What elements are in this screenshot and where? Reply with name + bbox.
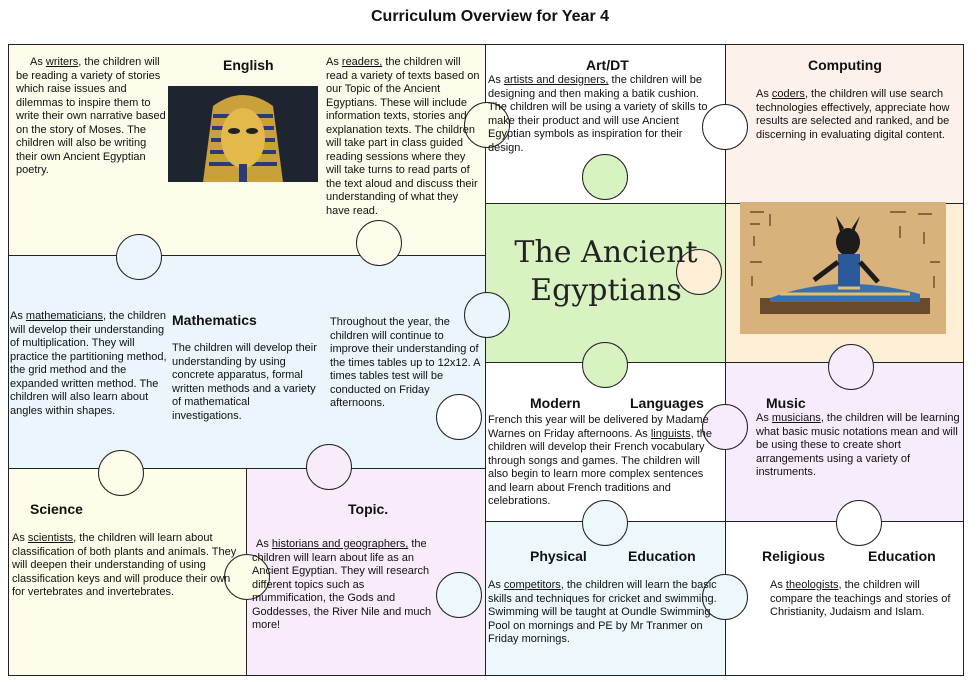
text-fragment: the children will read a variety of texts based on our Topic of the Ancient Egyptians. These will include information texts, stories and explanation texts. The children will take part in class guided reading sessions where they will take turns to read parts of the text aloud and discuss their understanding of what they have read. [326, 56, 480, 217]
mathematics-method-text: The children will develop their understanding by using concrete apparatus, formal written methods and a variety of mathematical investigations. [172, 342, 317, 422]
text-fragment: As [770, 579, 786, 591]
topic-text [252, 538, 436, 633]
languages-heading-right: Languages [630, 395, 704, 411]
artists-link-text: artists and designers, [503, 74, 609, 86]
text-fragment: the children will learn about life as an Ancient Egyptian. They will research different topics such as mummification, the Gods and Goddesses, the River Nile and much more! [252, 538, 432, 631]
music-heading: Music [766, 395, 806, 411]
text-fragment: , the children will compare the teachings and stories of Christianity, Judaism and Islam. [770, 579, 951, 618]
topic-title-line-2: Egyptians [530, 273, 682, 308]
puzzle-tab [836, 500, 882, 546]
musicians-link-text: musicians [771, 412, 821, 424]
mathematics-timestables-text: Throughout the year, the children will continue to improve their understanding of the times tables up to 12x12. A times tables test will be conducted on Friday afternoons. [330, 316, 480, 409]
readers-link-text: readers, [341, 56, 383, 68]
languages-text [488, 414, 720, 509]
scientists-link-text: scientists [27, 532, 74, 544]
art-text [488, 74, 720, 155]
text-fragment: , the children will be learning what basic music notations mean and will be using these to create short arrangements using a variety of instruments. [756, 412, 960, 478]
english-writers-text [16, 56, 166, 178]
science-text [12, 532, 242, 600]
text-fragment: , the children will learn about classification of both plants and animals. They will deepen their understanding of using classification keys and will produce their own for vertebrates and invertebrates. [12, 532, 237, 598]
competitors-link-text: competitors [503, 579, 561, 591]
english-heading: English [223, 57, 274, 73]
tutankhamun-mask-image [168, 86, 318, 182]
text-fragment: As [488, 579, 504, 591]
page-title: Curriculum Overview for Year 4 [370, 8, 610, 25]
computing-text [756, 88, 956, 142]
re-heading-right: Education [868, 548, 936, 564]
puzzle-tab [582, 154, 628, 200]
anubis-illustration [740, 202, 946, 334]
pe-text [488, 579, 720, 647]
music-text [756, 412, 960, 480]
topic-title [486, 234, 726, 310]
coders-link-text: coders [771, 88, 805, 100]
puzzle-tab [116, 234, 162, 280]
topic-title-line-1: The Ancient [514, 235, 698, 270]
writers-link-text: writers [45, 56, 79, 68]
puzzle-board [8, 44, 964, 676]
pe-heading-right: Education [628, 548, 696, 564]
anubis-papyrus-image [740, 202, 946, 334]
text-fragment: As [488, 74, 504, 86]
re-text [770, 579, 956, 620]
text-fragment: , the children will learn the basic skills and techniques for cricket and swimming. Swimming will be taught at Oundle Swimming Pool on mornings and PE by Mr Tranmer on Friday mornings. [488, 579, 717, 645]
puzzle-tab [306, 444, 352, 490]
art-heading: Art/DT [586, 57, 629, 73]
linguists-link-text: linguists [650, 427, 691, 440]
science-heading: Science [30, 501, 83, 517]
re-heading-left: Religious [762, 548, 826, 564]
text-fragment: the children will be designing and then making a batik cushion. The children will be using a variety of skills to make their product and will use Ancient Egyptian symbols as inspiration for their design. [488, 74, 708, 154]
mask-illustration [168, 86, 318, 182]
text-fragment: , the children will be reading a variety of stories which raise issues and dilemmas to inspire them to write their own narrative based on the story of Moses. The children will also be writing their own Ancient Egyptian poetry. [16, 56, 166, 176]
text-fragment: As [756, 412, 772, 424]
text-fragment: As [326, 56, 342, 68]
text-fragment: As [10, 310, 26, 322]
theologists-link-text: theologists [785, 579, 839, 591]
puzzle-tab [582, 342, 628, 388]
text-fragment: As [256, 538, 272, 550]
puzzle-tab [436, 572, 482, 618]
languages-heading-left: Modern [530, 395, 581, 411]
mathematicians-link-text: mathematicians [25, 310, 103, 322]
text-fragment: As [12, 532, 28, 544]
text-fragment: French this year will be delivered by Madame Warnes on Friday afternoons. As [488, 414, 709, 440]
puzzle-tab [98, 450, 144, 496]
puzzle-tab [828, 344, 874, 390]
computing-heading: Computing [808, 57, 882, 73]
topic-heading: Topic. [348, 501, 389, 517]
historians-link-text: historians and geographers, [271, 538, 409, 550]
mathematics-heading: Mathematics [172, 312, 257, 328]
pe-heading-left: Physical [530, 548, 587, 564]
english-readers-text [326, 56, 482, 218]
puzzle-tab [356, 220, 402, 266]
text-fragment: As [30, 56, 46, 68]
text-fragment: , the children will develop their understanding of multiplication. They will practice the partitioning method, the grid method and the expanded written method. The children will also learn about angles within shapes. [10, 310, 167, 417]
mathematics-mathematicians-text [10, 310, 170, 418]
text-fragment: , the children will develop their French vocabulary through songs and games. The children will also begin to learn more complex sentences and learn about French traditions and celebrations. [488, 427, 712, 507]
text-fragment: , the children will use search technologies effectively, appreciate how results are selected and ranked, and be discerning in evaluating digital content. [756, 88, 950, 141]
text-fragment: As [756, 88, 772, 100]
